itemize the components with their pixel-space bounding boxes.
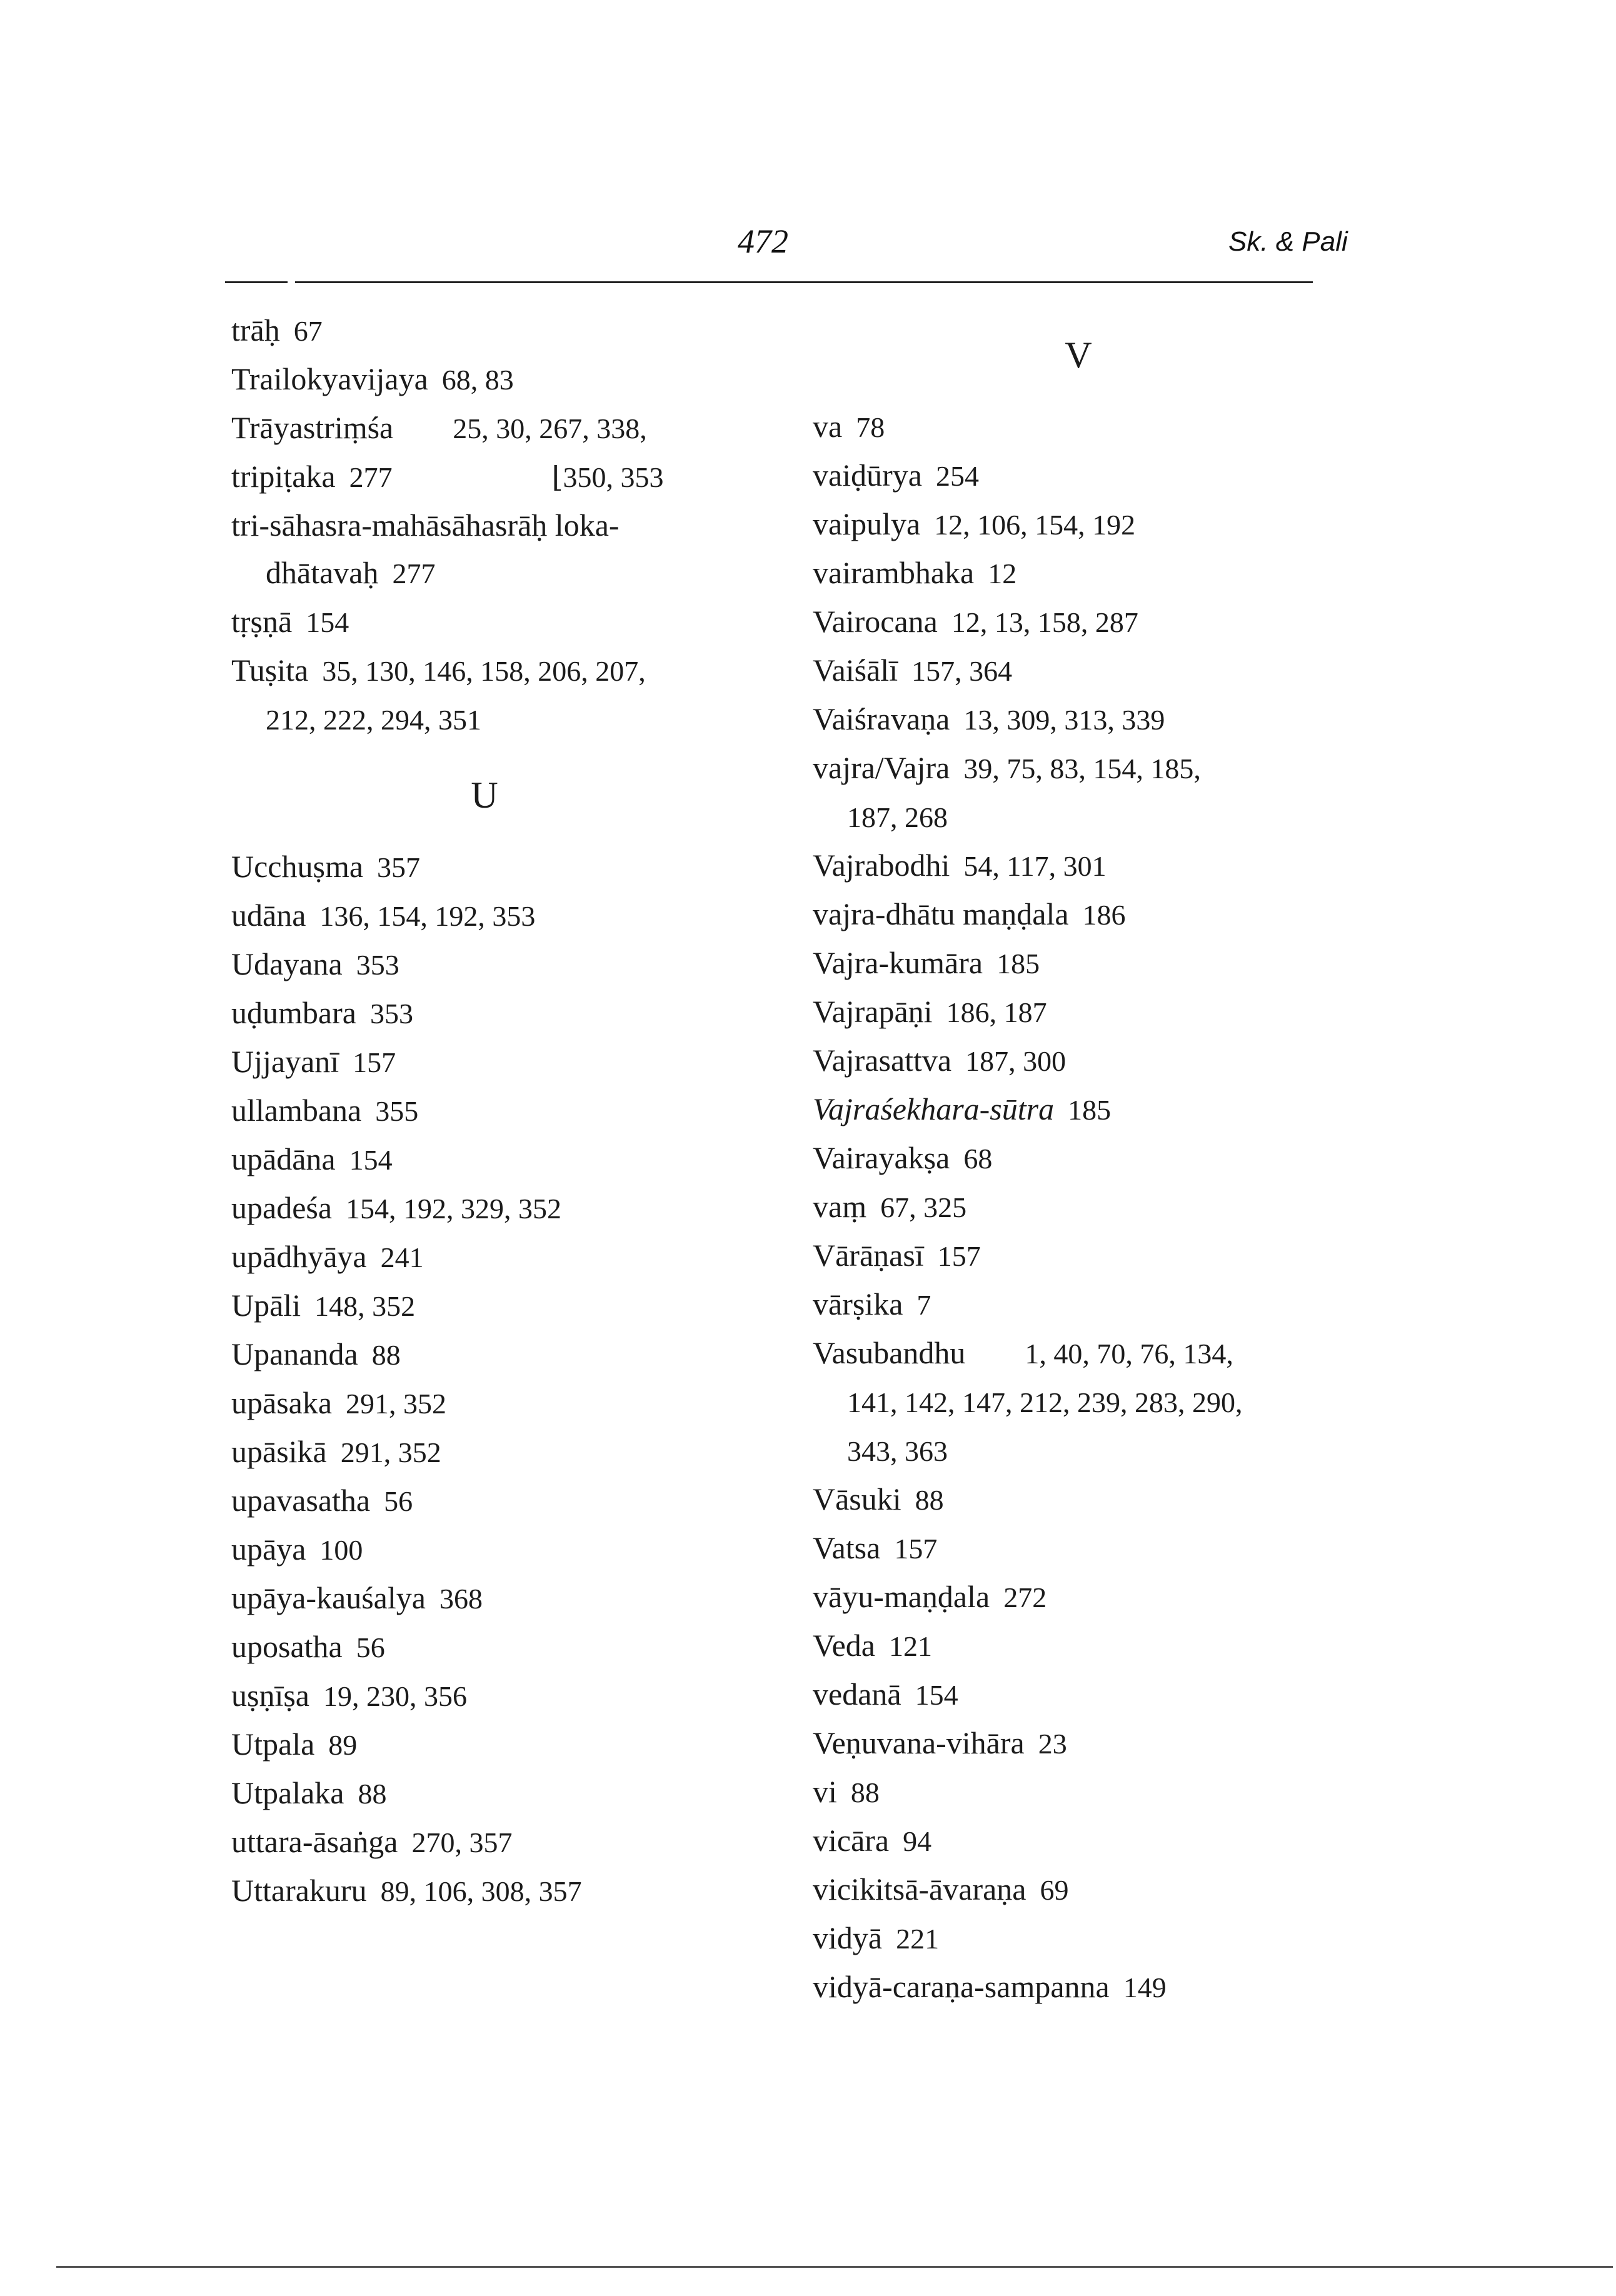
index-entry: Vaiśālī 157, 364 xyxy=(813,653,1013,688)
index-entry: Utpalaka 88 xyxy=(231,1775,387,1810)
index-entry: upāya 100 xyxy=(231,1532,363,1567)
index-entry: vairambhaka 12 xyxy=(813,555,1017,590)
index-entry: Vasubandhu 1, 40, 70, 76, 134, xyxy=(813,1335,1233,1370)
index-entry: Vairayakṣa 68 xyxy=(813,1140,993,1175)
continuation-pages: ⌊350, 353 xyxy=(551,461,664,493)
index-entry: vajra/Vajra 39, 75, 83, 154, 185, xyxy=(813,750,1201,785)
index-entry: va 78 xyxy=(813,409,885,444)
index-entry-continuation: dhātavaḥ 277 xyxy=(266,555,436,590)
section-label: Sk. & Pali xyxy=(1228,226,1348,257)
index-entry: uḍumbara 353 xyxy=(231,995,413,1030)
index-entry: Trāyastriṃśa 25, 30, 267, 338, xyxy=(231,410,647,445)
index-entry: Vārāṇasī 157 xyxy=(813,1238,981,1273)
index-entry: tṛṣṇā 154 xyxy=(231,604,349,639)
index-entry: Vāsuki 88 xyxy=(813,1481,944,1516)
index-entry: Upananda 88 xyxy=(231,1336,401,1371)
index-entry: Vajrapāṇi 186, 187 xyxy=(813,994,1047,1029)
index-entry: Upāli 148, 352 xyxy=(231,1288,416,1323)
index-entry: upāya-kauśalya 368 xyxy=(231,1580,483,1615)
index-entry: Vaiśravaṇa 13, 309, 313, 339 xyxy=(813,701,1165,736)
index-entry: upādhyāya 241 xyxy=(231,1239,424,1274)
index-entry: uṣṇīṣa 19, 230, 356 xyxy=(231,1678,467,1713)
index-entry: Uttarakuru 89, 106, 308, 357 xyxy=(231,1873,582,1908)
index-entry: uposatha 56 xyxy=(231,1629,385,1664)
index-entry: vicikitsā-āvaraṇa 69 xyxy=(813,1872,1069,1907)
index-entry: Utpala 89 xyxy=(231,1727,358,1762)
index-entry: ullambana 355 xyxy=(231,1093,419,1128)
footer-rule xyxy=(56,2266,1613,2268)
index-entry: tripiṭaka 277 ⌊350, 353 xyxy=(231,459,664,494)
header-rule xyxy=(225,281,1313,283)
index-entry: Ujjayanī 157 xyxy=(231,1044,396,1079)
letter-heading-v: V xyxy=(1065,334,1092,376)
index-entry-continuation: 212, 222, 294, 351 xyxy=(266,704,481,736)
index-entry: trāḥ 67 xyxy=(231,313,323,348)
index-entry: Udayana 353 xyxy=(231,946,399,981)
index-entry: Vatsa 157 xyxy=(813,1530,938,1565)
index-entry: upavasatha 56 xyxy=(231,1483,413,1518)
index-entry: uttara-āsaṅga 270, 357 xyxy=(231,1824,513,1859)
index-entry-continuation: 141, 142, 147, 212, 239, 283, 290, xyxy=(847,1386,1243,1418)
index-entry-continuation: 343, 363 xyxy=(847,1435,948,1467)
index-entry: Trailokyavijaya 68, 83 xyxy=(231,361,514,396)
index-entry: vedanā 154 xyxy=(813,1677,958,1712)
index-entry: Vairocana 12, 13, 158, 287 xyxy=(813,604,1138,639)
index-entry: Veṇuvana-vihāra 23 xyxy=(813,1725,1067,1760)
left-column xyxy=(231,306,781,1915)
index-entry: vāyu-maṇḍala 272 xyxy=(813,1579,1047,1614)
index-entry: vidyā-caraṇa-sampanna 149 xyxy=(813,1969,1167,2004)
index-entry: upadeśa 154, 192, 329, 352 xyxy=(231,1190,562,1225)
index-entry-continuation: 187, 268 xyxy=(847,801,948,833)
index-entry: vārṣika 7 xyxy=(813,1286,931,1321)
index-entry: Tuṣita 35, 130, 146, 158, 206, 207, xyxy=(231,653,646,688)
index-entry: Vajrasattva 187, 300 xyxy=(813,1043,1066,1078)
index-entry: upādāna 154 xyxy=(231,1141,393,1176)
index-entry: vidyā 221 xyxy=(813,1920,940,1955)
letter-heading-u: U xyxy=(471,775,498,816)
index-entry: Veda 121 xyxy=(813,1628,932,1663)
index-entry: tri-sāhasra-mahāsāhasrāḥ loka- xyxy=(231,508,620,543)
index-entry: upāsikā 291, 352 xyxy=(231,1434,441,1469)
page-number: 472 xyxy=(738,223,788,260)
index-entry: vajra-dhātu maṇḍala 186 xyxy=(813,896,1126,931)
index-entry: vaiḍūrya 254 xyxy=(813,458,979,493)
index-entry: Ucchuṣma 357 xyxy=(231,849,421,884)
index-entry: udāna 136, 154, 192, 353 xyxy=(231,898,536,933)
index-entry: Vajrabodhi 54, 117, 301 xyxy=(813,848,1107,883)
index-entry: vaṃ 67, 325 xyxy=(813,1189,967,1224)
index-entry: upāsaka 291, 352 xyxy=(231,1385,447,1420)
index-entry: vaipulya 12, 106, 154, 192 xyxy=(813,506,1136,541)
index-entry: vi 88 xyxy=(813,1774,880,1809)
right-column xyxy=(813,325,1375,2012)
index-entry: Vajra-kumāra 185 xyxy=(813,945,1040,980)
index-entry: vicāra 94 xyxy=(813,1823,932,1858)
index-entry: Vajraśekhara-sūtra 185 xyxy=(813,1091,1112,1126)
